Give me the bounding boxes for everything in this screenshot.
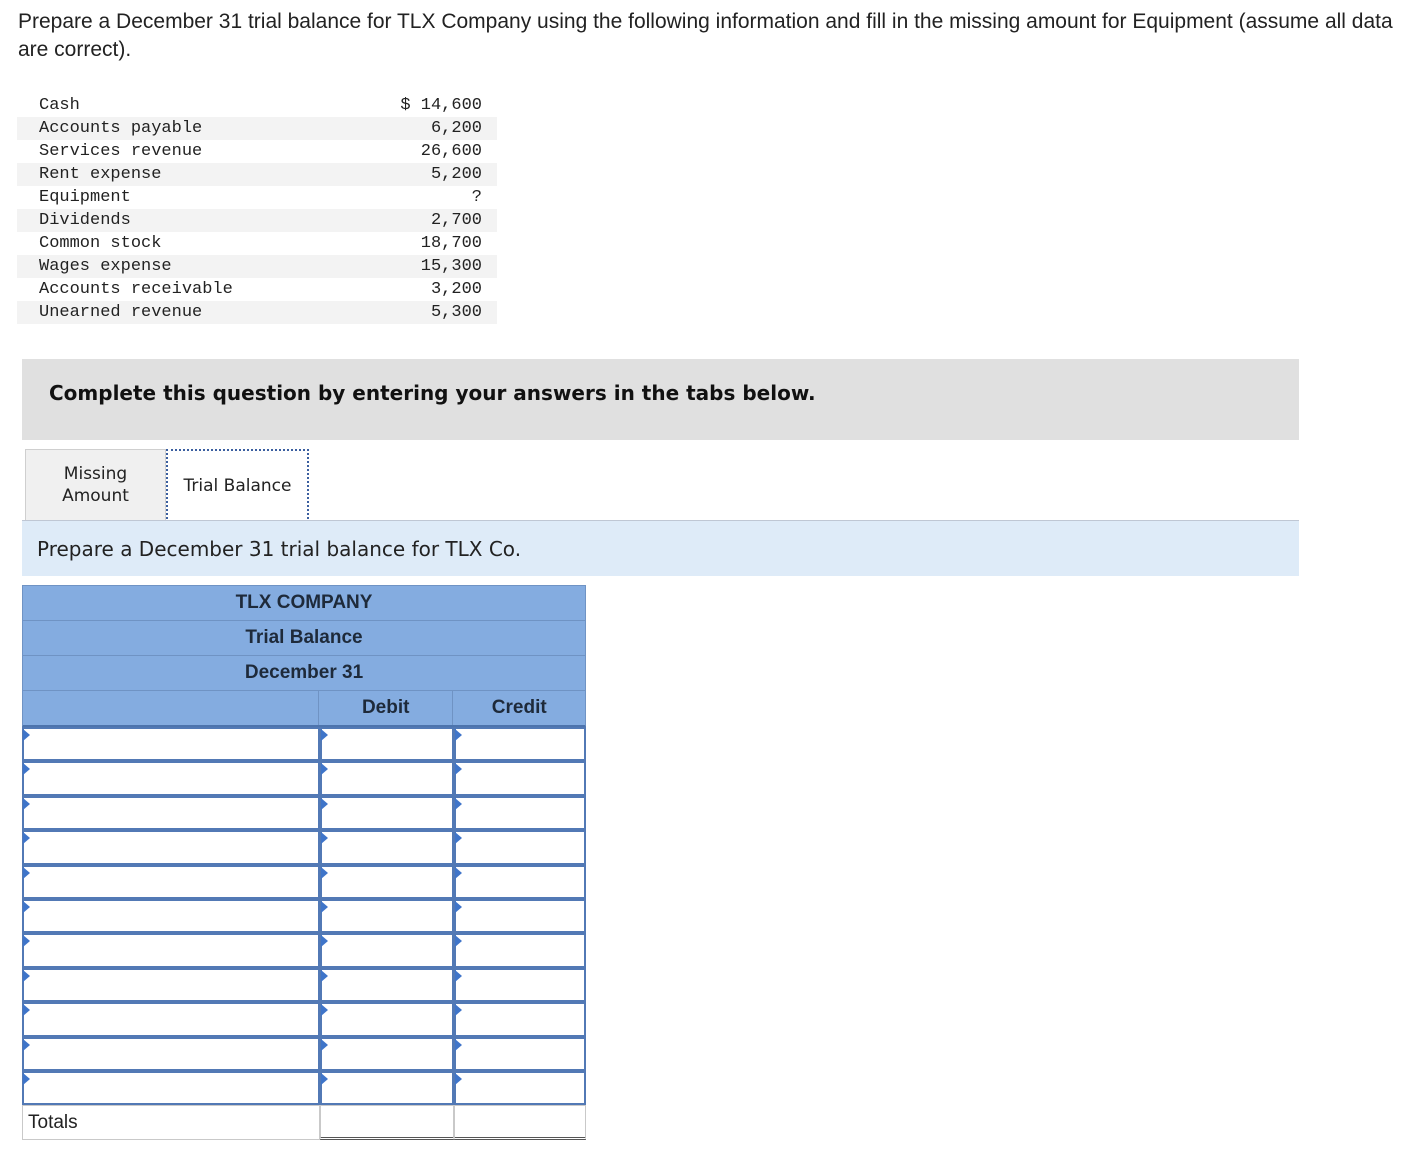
account-cell[interactable] [22, 727, 320, 761]
trial-balance-form [22, 585, 586, 1140]
tab-trial-balance[interactable] [166, 449, 309, 523]
account-select[interactable] [24, 1073, 318, 1103]
instruction-text: Complete this question by entering your answers in the tabs below. [49, 381, 816, 405]
account-cell[interactable] [22, 796, 320, 830]
credit-input[interactable] [456, 763, 584, 793]
account-select[interactable] [24, 901, 318, 931]
credit-cell[interactable] [454, 830, 586, 864]
given-account: Rent expense [17, 163, 332, 186]
given-account: Accounts receivable [39, 280, 233, 299]
credit-input[interactable] [456, 867, 584, 897]
table-row [22, 1071, 586, 1105]
table-row [22, 1002, 586, 1036]
table-row [22, 796, 586, 830]
credit-cell[interactable] [454, 968, 586, 1002]
given-amount: 3,200 [430, 280, 482, 299]
debit-cell[interactable] [320, 1002, 454, 1036]
debit-cell[interactable] [320, 1037, 454, 1071]
given-row [17, 209, 497, 232]
trial-balance-rows [22, 727, 586, 1105]
company-name: TLX COMPANY [22, 585, 586, 620]
debit-input[interactable] [322, 763, 452, 793]
statement-date: December 31 [22, 655, 586, 690]
tab-instruction-text: Prepare a December 31 trial balance for TLX Co. [37, 537, 522, 561]
account-select[interactable] [24, 970, 318, 1000]
table-row [22, 865, 586, 899]
given-row [17, 301, 497, 324]
column-header-row [22, 690, 586, 727]
account-cell[interactable] [22, 761, 320, 795]
given-amount: 6,200 [332, 117, 497, 140]
credit-input[interactable] [456, 1004, 584, 1034]
given-row [17, 117, 497, 140]
credit-column-header: Credit [452, 691, 585, 725]
debit-input[interactable] [322, 901, 452, 931]
credit-input[interactable] [456, 901, 584, 931]
debit-input[interactable] [322, 970, 452, 1000]
credit-cell[interactable] [454, 796, 586, 830]
account-cell[interactable] [22, 1071, 320, 1105]
given-account: Accounts payable [17, 117, 332, 140]
tab-instruction-banner [22, 521, 1299, 576]
account-select[interactable] [24, 729, 318, 759]
credit-input[interactable] [456, 970, 584, 1000]
given-account: Unearned revenue [17, 301, 332, 324]
totals-row [22, 1105, 586, 1140]
table-row [22, 968, 586, 1002]
account-cell[interactable] [22, 899, 320, 933]
given-row [17, 163, 497, 186]
account-cell[interactable] [22, 933, 320, 967]
account-select[interactable] [24, 1004, 318, 1034]
given-account: Cash [39, 96, 80, 115]
given-account: Services revenue [39, 142, 203, 161]
statement-title: Trial Balance [22, 620, 586, 655]
given-amount: $ 14,600 [400, 96, 482, 115]
total-debit-input[interactable] [321, 1106, 457, 1139]
table-row [22, 899, 586, 933]
given-account: Common stock [39, 234, 162, 253]
table-row [22, 727, 586, 761]
debit-input[interactable] [322, 1004, 452, 1034]
totals-label: Totals [22, 1105, 320, 1140]
credit-input[interactable] [456, 1073, 584, 1103]
total-credit-input[interactable] [455, 1106, 589, 1139]
credit-cell[interactable] [454, 1037, 586, 1071]
tab-trial-balance-label: Trial Balance [183, 476, 292, 496]
given-data-table [17, 94, 497, 324]
given-account: Equipment [39, 188, 131, 207]
account-cell[interactable] [22, 1037, 320, 1071]
given-amount: 18,700 [420, 234, 482, 253]
debit-cell[interactable] [320, 830, 454, 864]
given-amount: ? [471, 188, 482, 207]
debit-cell[interactable] [320, 933, 454, 967]
credit-cell[interactable] [454, 761, 586, 795]
account-select[interactable] [24, 935, 318, 965]
account-cell[interactable] [22, 865, 320, 899]
table-row [22, 761, 586, 795]
account-cell[interactable] [22, 830, 320, 864]
debit-input[interactable] [322, 798, 452, 828]
account-select[interactable] [24, 867, 318, 897]
credit-input[interactable] [456, 1039, 584, 1069]
account-cell[interactable] [22, 968, 320, 1002]
given-amount: 26,600 [420, 142, 482, 161]
given-account: Wages expense [17, 255, 332, 278]
credit-cell[interactable] [454, 899, 586, 933]
given-row [17, 186, 497, 209]
credit-cell[interactable] [454, 865, 586, 899]
given-row [17, 278, 497, 301]
account-select[interactable] [24, 832, 318, 862]
given-account: Dividends [17, 209, 332, 232]
debit-input[interactable] [322, 935, 452, 965]
account-column-header [23, 691, 318, 725]
debit-cell[interactable] [320, 796, 454, 830]
given-amount: 5,200 [332, 163, 497, 186]
debit-cell[interactable] [320, 1071, 454, 1105]
given-amount: 15,300 [332, 255, 497, 278]
question-text: Prepare a December 31 trial balance for TLX Company using the following information and fill in the missing amount for Equipment (assume all data are correct). [18, 10, 1393, 61]
table-row [22, 830, 586, 864]
credit-input[interactable] [456, 935, 584, 965]
tab-missing-amount-label: Missing Amount [62, 464, 129, 506]
debit-cell[interactable] [320, 865, 454, 899]
given-row [17, 140, 497, 163]
debit-input[interactable] [322, 729, 452, 759]
tab-missing-amount[interactable] [25, 449, 166, 520]
debit-cell[interactable] [320, 899, 454, 933]
table-row [22, 1037, 586, 1071]
credit-cell[interactable] [454, 1071, 586, 1105]
debit-input[interactable] [322, 1073, 452, 1103]
debit-cell[interactable] [320, 968, 454, 1002]
given-amount: 5,300 [332, 301, 497, 324]
table-row [22, 933, 586, 967]
debit-cell[interactable] [320, 761, 454, 795]
given-row [17, 94, 497, 117]
credit-cell[interactable] [454, 727, 586, 761]
instruction-banner [22, 359, 1299, 440]
account-select[interactable] [24, 1039, 318, 1069]
credit-cell[interactable] [454, 933, 586, 967]
credit-input[interactable] [456, 832, 584, 862]
credit-input[interactable] [456, 798, 584, 828]
given-row [17, 232, 497, 255]
debit-input[interactable] [322, 867, 452, 897]
debit-column-header: Debit [318, 691, 453, 725]
credit-cell[interactable] [454, 1002, 586, 1036]
account-select[interactable] [24, 763, 318, 793]
given-amount: 2,700 [332, 209, 497, 232]
credit-input[interactable] [456, 729, 584, 759]
total-debit-cell[interactable] [320, 1105, 454, 1140]
debit-cell[interactable] [320, 727, 454, 761]
account-select[interactable] [24, 798, 318, 828]
given-row [17, 255, 497, 278]
debit-input[interactable] [322, 1039, 452, 1069]
account-cell[interactable] [22, 1002, 320, 1036]
total-credit-cell[interactable] [454, 1105, 586, 1140]
debit-input[interactable] [322, 832, 452, 862]
